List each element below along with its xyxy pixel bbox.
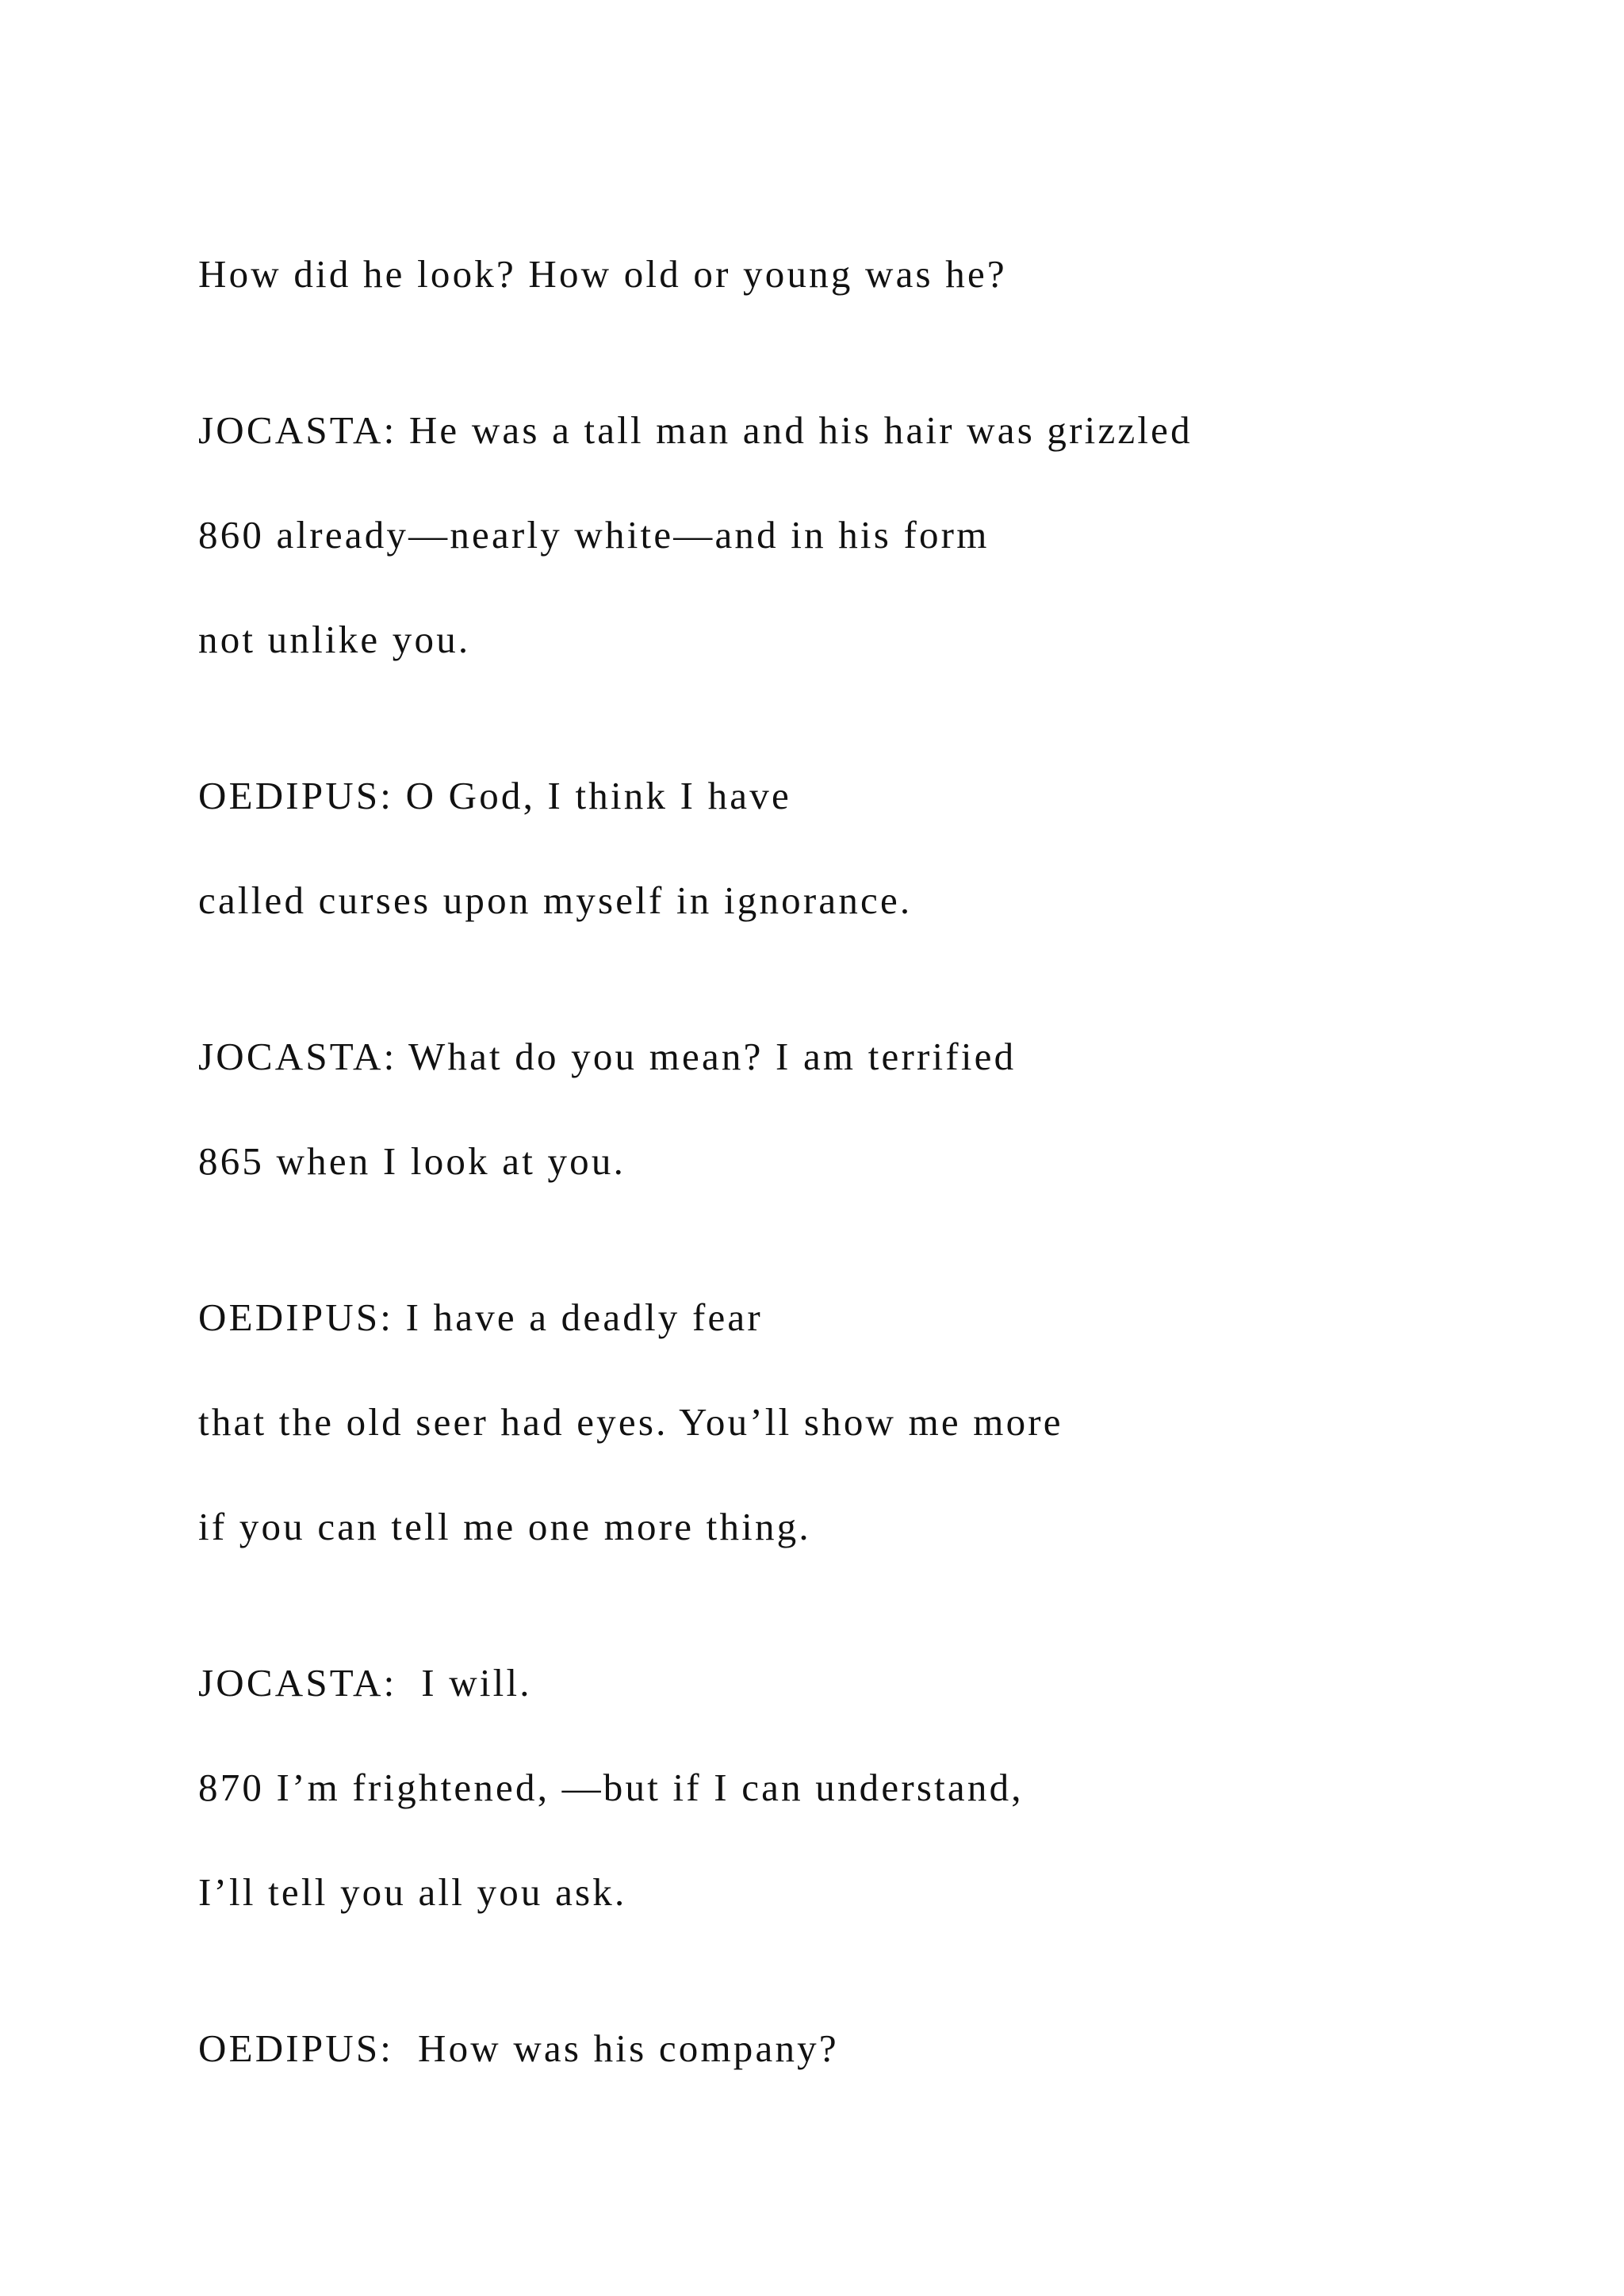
- text-line: called curses upon myself in ignorance.: [198, 878, 913, 922]
- text-line: OEDIPUS: I have a deadly fear: [198, 1295, 763, 1339]
- text-line: I’ll tell you all you ask.: [198, 1870, 627, 1914]
- text-line: if you can tell me one more thing.: [198, 1505, 811, 1548]
- text-line: 865 when I look at you.: [198, 1139, 626, 1183]
- text-line: 860 already—nearly white—and in his form: [198, 513, 990, 557]
- text-line: OEDIPUS: O God, I think I have: [198, 774, 791, 817]
- text-line: 870 I’m frightened, —but if I can understand,: [198, 1766, 1024, 1809]
- text-line: JOCASTA: I will.: [198, 1661, 532, 1705]
- text-line: OEDIPUS: How was his company?: [198, 2026, 839, 2070]
- text-line: that the old seer had eyes. You’ll show me more: [198, 1400, 1063, 1444]
- text-line: not unlike you.: [198, 618, 471, 661]
- text-line: JOCASTA: What do you mean? I am terrified: [198, 1035, 1017, 1078]
- text-line: JOCASTA: He was a tall man and his hair was grizzled: [198, 408, 1193, 452]
- text-line: How did he look? How old or young was he?: [198, 252, 1007, 296]
